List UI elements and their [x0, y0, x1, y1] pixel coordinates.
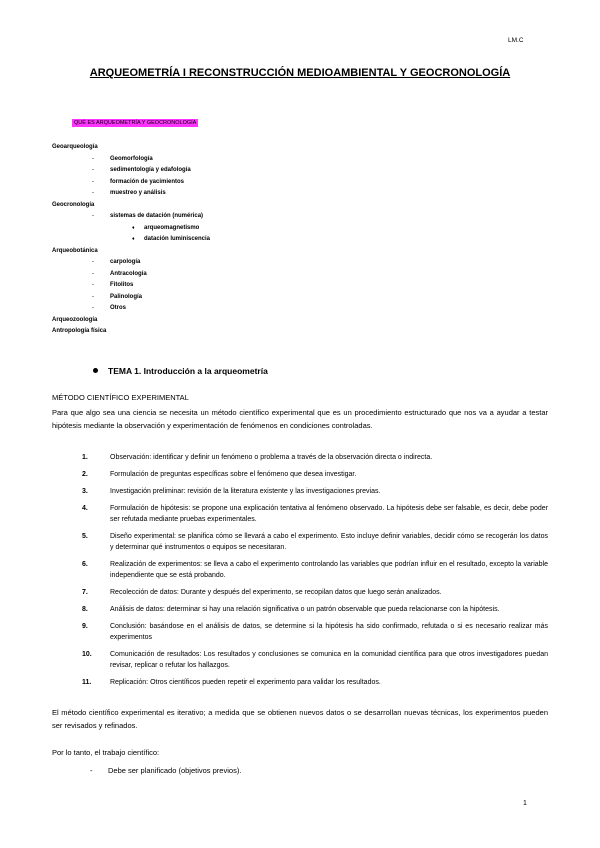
outline-dash: - [92, 190, 94, 196]
outline-dash: - [92, 282, 94, 288]
outline-item: muestreo y análisis [110, 190, 166, 196]
author-initials: LM.C [508, 37, 524, 44]
outline-dash: - [92, 270, 94, 277]
step-number: 11. [82, 679, 92, 686]
method-step [82, 604, 548, 615]
step-number: 7. [82, 589, 88, 596]
step-text: Formulación de preguntas específicas sobre el fenómeno que desea investigar. [110, 471, 357, 478]
step-number: 9. [82, 623, 88, 630]
bullet-dash: - [90, 766, 93, 775]
outline-item: Geomorfología [110, 155, 153, 162]
outline-heading: Geocronología [52, 201, 95, 208]
outline-dash: - [92, 259, 94, 265]
method-step [82, 531, 548, 553]
highlighted-heading: QUÉ ES ARQUEOMETRÍA Y GEOCRONOLOGÍA [74, 120, 197, 126]
outline-heading: Antropología física [52, 328, 107, 334]
outline-item: formación de yacimientos [110, 178, 185, 185]
step-number: 10. [82, 651, 92, 658]
page-number: 1 [523, 800, 527, 807]
step-number: 5. [82, 533, 88, 540]
outline-subitem: arqueomagnetismo [144, 224, 200, 231]
step-text: Conclusión: basándose en el análisis de datos, se determine si la hipótesis ha sido confirmado, refutada o si es necesario realizar más experimentos [110, 623, 548, 641]
outline-dash: - [92, 213, 94, 219]
outline-item: sistemas de datación (numérica) [110, 213, 204, 219]
outline-item: sedimentología y edafología [110, 167, 191, 173]
page-title: ARQUEOMETRÍA I RECONSTRUCCIÓN MEDIOAMBIENTAL Y GEOCRONOLOGÍA [89, 67, 511, 79]
step-text: Recolección de datos: Durante y después del experimento, se recopilan datos que luego serán analizados. [110, 589, 442, 596]
outline-item: carpología [110, 259, 141, 265]
step-text: Observación: identificar y definir un fenómeno o problema a través de la observación directa o indirecta. [110, 454, 433, 461]
outline-heading: Geoarqueología [52, 144, 98, 150]
step-number: 3. [82, 488, 88, 495]
outline-dash: - [92, 178, 94, 185]
method-step [82, 469, 548, 480]
outline-dash: - [92, 155, 94, 162]
method-step [82, 649, 548, 671]
step-number: 2. [82, 471, 88, 478]
step-number: 4. [82, 505, 88, 512]
step-number: 6. [82, 561, 88, 568]
diamond-bullet-icon: ♦ [132, 236, 135, 242]
outline-dash: - [92, 167, 94, 173]
outline-heading: Arqueobotánica [52, 247, 98, 254]
tema-bullet [93, 368, 98, 373]
step-number: 1. [82, 454, 88, 461]
outline-item: Palinología [110, 293, 143, 300]
step-text: Realización de experimentos: se lleva a cabo el experimento controlando las variables que podrían influir en el resultado, excepto la variable independiente que se está probando. [110, 561, 548, 579]
therefore-line: Por lo tanto, el trabajo científico: [52, 748, 160, 757]
tema-heading: TEMA 1. Introducción a la arqueometría [108, 366, 268, 376]
step-text: Formulación de hipótesis: se propone una explicación tentativa al fenómeno observado. La hipótesis debe ser falsable, es decir, debe poder ser refutada mediante pruebas experimentales. [110, 505, 548, 523]
method-step [82, 677, 548, 688]
step-text: Replicación: Otros científicos pueden repetir el experimento para validar los resultados. [110, 679, 381, 686]
diamond-bullet-icon: ♦ [132, 224, 135, 231]
outline-item: Antracología [110, 270, 147, 277]
step-text: Comunicación de resultados: Los resultados y conclusiones se comunica en la comunidad científica para que otros investigadores puedan revisar, replicar o refutar los hallazgos. [110, 651, 548, 669]
iterative-paragraph: El método científico experimental es iterativo; a medida que se obtienen nuevos datos o se desarrollan nuevas técnicas, los experimentos pueden ser revisados y refinados. [52, 708, 548, 730]
step-text: Investigación preliminar: revisión de la literatura existente y las investigaciones previas. [110, 488, 381, 495]
method-step [82, 587, 548, 598]
step-text: Diseño experimental: se planifica cómo se llevará a cabo el experimento. Esto incluye definir variables, decidir cómo se recogerán los datos y determinar qué instrumentos o equipos se necesitaran. [110, 533, 548, 551]
method-step [82, 559, 548, 581]
method-step [82, 486, 548, 497]
outline-dash: - [92, 305, 94, 311]
step-text: Análisis de datos: determinar si hay una relación significativa o un patrón observable que pueda relacionarse con la hipótesis. [110, 606, 500, 613]
method-step [82, 503, 548, 525]
outline-heading: Arqueozoología [52, 316, 98, 323]
outline-dash: - [92, 293, 94, 300]
step-number: 8. [82, 606, 88, 613]
outline-subitem: datación luminiscencia [144, 236, 211, 242]
method-step [82, 621, 548, 643]
method-intro: Para que algo sea una ciencia se necesita un método científico experimental que es un procedimiento estructurado que nos va a ayudar a testar hipótesis mediante la observación y experimentación de fenómenos en condiciones controladas. [52, 408, 548, 430]
outline-item: Otros [110, 305, 127, 311]
method-heading: MÉTODO CIENTÍFICO EXPERIMENTAL [52, 393, 189, 402]
outline-item: Fitolitos [110, 282, 134, 288]
bullet-text: Debe ser planificado (objetivos previos). [108, 766, 242, 775]
method-step [82, 452, 548, 463]
method-steps [82, 452, 548, 694]
